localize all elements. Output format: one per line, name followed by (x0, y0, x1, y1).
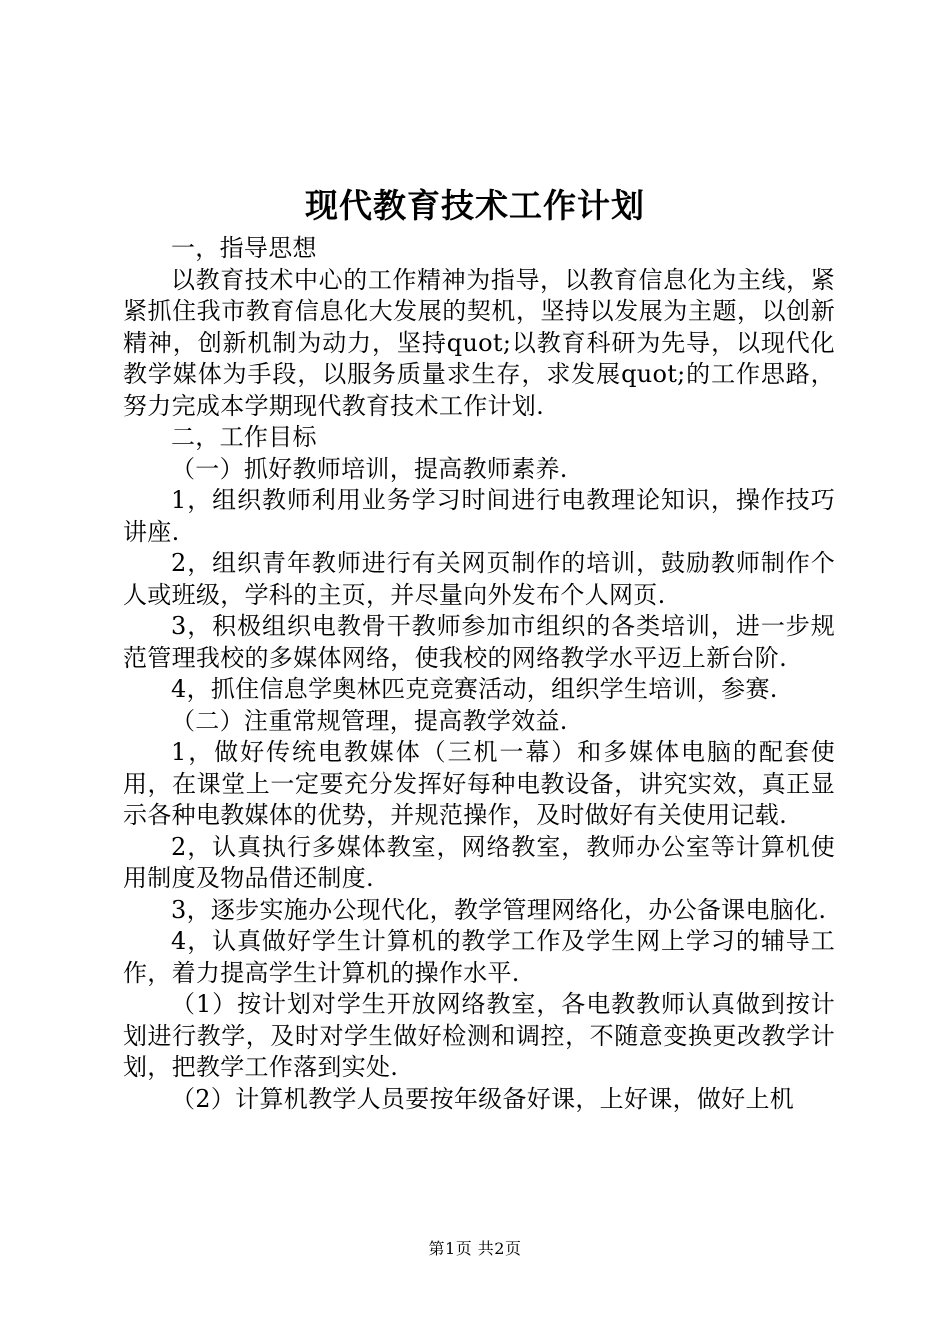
paragraph-management-item-4: 4，认真做好学生计算机的教学工作及学生网上学习的辅导工作，着力提高学生计算机的操作水平. (123, 927, 835, 987)
paragraph-guiding-ideology: 以教育技术中心的工作精神为指导，以教育信息化为主线，紧紧抓住我市教育信息化大发展的契机，坚持以发展为主题，以创新精神，创新机制为动力，坚持quot;以教育科研为先导，以现代化教学媒体为手段，以服务质量求生存，求发展quot;的工作思路，努力完成本学期现代教育技术工作计划. (123, 265, 835, 420)
paragraph-management-item-3: 3，逐步实施办公现代化，教学管理网络化，办公备课电脑化. (171, 895, 827, 924)
paragraph-training-item-1: 1，组织教师利用业务学习时间进行电教理论知识，操作技巧讲座. (123, 486, 835, 546)
subheading-routine-management: （二）注重常规管理，提高教学效益. (171, 706, 568, 735)
page-footer: 第1页 共2页 (428, 1239, 522, 1258)
document-body (123, 233, 835, 1115)
heading-guiding-ideology: 一，指导思想 (171, 234, 317, 262)
paragraph-subitem-1: （1）按计划对学生开放网络教室，各电教教师认真做到按计划进行教学，及时对学生做好检测和调控，不随意变换更改教学计划，把教学工作落到实处. (123, 990, 835, 1081)
subheading-teacher-training: （一）抓好教师培训，提高教师素养. (171, 454, 568, 483)
paragraph-training-item-2: 2，组织青年教师进行有关网页制作的培训，鼓励教师制作个人或班级，学科的主页，并尽量向外发布个人网页. (123, 549, 835, 609)
paragraph-training-item-3: 3，积极组织电教骨干教师参加市组织的各类培训，进一步规范管理我校的多媒体网络，使我校的网络教学水平迈上新台阶. (123, 612, 835, 672)
paragraph-training-item-4: 4，抓住信息学奥林匹克竞赛活动，组织学生培训，参赛. (171, 675, 778, 703)
heading-work-goals: 二，工作目标 (171, 423, 317, 451)
page-title: 现代教育技术工作计划 (305, 186, 645, 225)
paragraph-management-item-2: 2，认真执行多媒体教室，网络教室，教师办公室等计算机使用制度及物品借还制度. (123, 832, 835, 892)
paragraph-management-item-1: 1，做好传统电教媒体（三机一幕）和多媒体电脑的配套使用，在课堂上一定要充分发挥好每种电教设备，讲究实效，真正显示各种电教媒体的优势，并规范操作，及时做好有关使用记载. (123, 738, 835, 829)
paragraph-subitem-2: （2）计算机教学人员要按年级备好课，上好课，做好上机 (171, 1084, 795, 1113)
